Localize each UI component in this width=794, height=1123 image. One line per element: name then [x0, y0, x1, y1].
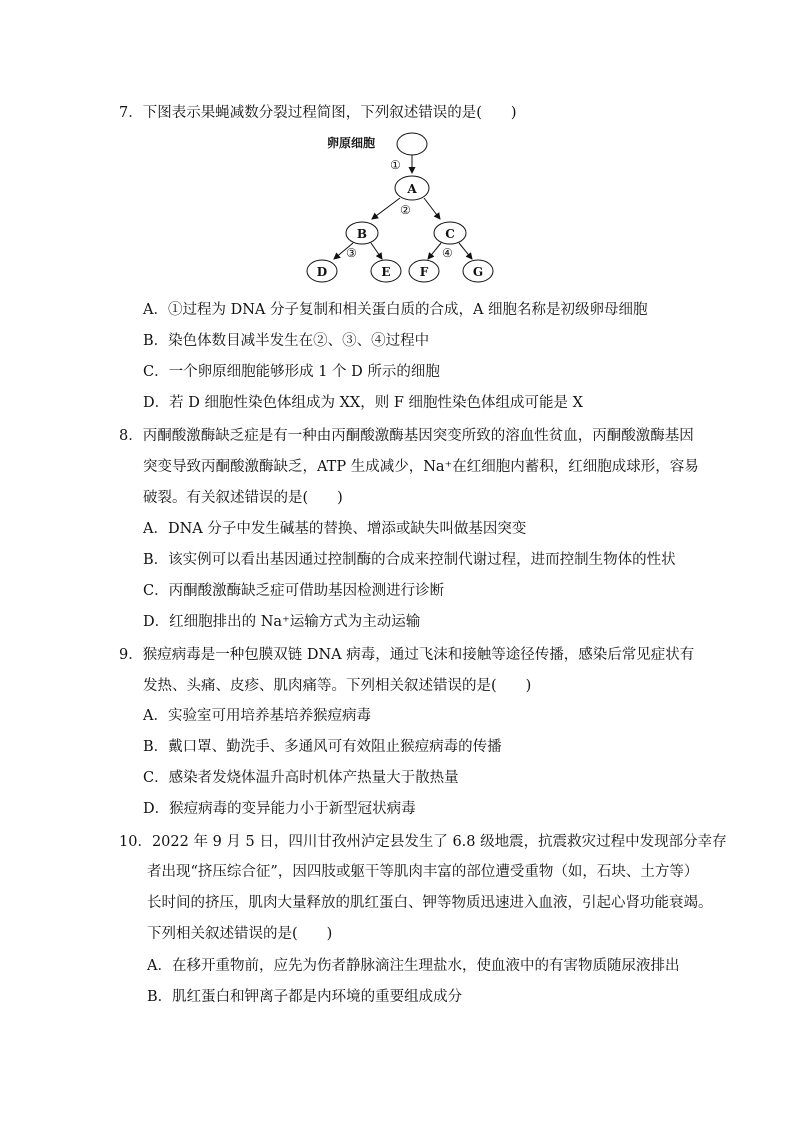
q9-option-b: B．戴口罩、勤洗手、多通风可有效阻止猴痘病毒的传播: [143, 739, 502, 755]
step-3: ③: [346, 246, 357, 260]
question-10-stem-line-4: 下列相关叙述错误的是( ): [147, 926, 333, 942]
oogonium-node: [397, 133, 427, 155]
label-a: A: [407, 182, 417, 196]
question-10-stem-line-3: 长时间的挤压，肌肉大量释放的肌红蛋白、钾等物质迅速进入血液，引起心肾功能衰竭。: [147, 895, 713, 911]
q10-option-b: B．肌红蛋白和钾离子都是内环境的重要组成成分: [147, 989, 463, 1005]
question-7-stem: 7．下图表示果蝇减数分裂过程简图，下列叙述错误的是( ): [119, 105, 517, 121]
q7-option-a: A．①过程为 DNA 分子复制和相关蛋白质的合成，A 细胞名称是初级卵母细胞: [143, 302, 648, 318]
question-8-stem-line-3: 破裂。有关叙述错误的是( ): [143, 490, 343, 506]
label-c: C: [445, 227, 455, 241]
q7-option-c: C．一个卵原细胞能够形成 1 个 D 所示的细胞: [143, 364, 440, 380]
label-g: G: [472, 265, 484, 279]
q7-option-d: D．若 D 细胞性染色体组成为 XX，则 F 细胞性染色体组成可能是 X: [143, 395, 583, 411]
question-10-stem-line-2: 者出现“挤压综合征”，因四肢或躯干等肌肉丰富的部位遭受重物（如，石块、土方等）: [147, 864, 699, 880]
question-9-stem-line-2: 发热、头痛、皮疹、肌肉痛等。下列相关叙述错误的是( ): [143, 678, 532, 694]
label-e: E: [381, 265, 391, 279]
q8-option-c: C．丙酮酸激酶缺乏症可借助基因检测进行诊断: [143, 583, 445, 599]
q9-option-c: C．感染者发烧体温升高时机体产热量大于散热量: [143, 770, 459, 786]
q8-option-d: D．红细胞排出的 Na⁺运输方式为主动运输: [143, 614, 421, 630]
question-8-stem-line-2: 突变导致丙酮酸激酶缺乏，ATP 生成减少，Na⁺在红细胞内蓄积，红细胞成球形，容易: [143, 459, 699, 475]
q7-option-b: B．染色体数目减半发生在②、③、④过程中: [143, 333, 430, 349]
label-b: B: [356, 227, 368, 241]
step-2: ②: [400, 203, 411, 217]
label-f: F: [419, 265, 429, 279]
meiosis-diagram: [300, 128, 500, 288]
oogonium-label: 卵原细胞: [327, 136, 376, 150]
question-10-stem-line-1: 10．2022 年 9 月 5 日，四川甘孜州泸定县发生了 6.8 级地震，抗震救灾过程中发现部分幸存: [119, 834, 727, 850]
q9-option-a: A．实验室可用培养基培养猴痘病毒: [143, 708, 371, 724]
question-9-stem-line-1: 9．猴痘病毒是一种包膜双链 DNA 病毒，通过飞沫和接触等途径传播，感染后常见症状有: [119, 647, 695, 663]
question-8-stem-line-1: 8．丙酮酸激酶缺乏症是有一种由丙酮酸激酶基因突变所致的溶血性贫血，丙酮酸激酶基因: [119, 428, 694, 444]
q9-option-d: D．猴痘病毒的变异能力小于新型冠状病毒: [143, 801, 416, 817]
step-4: ④: [442, 246, 453, 260]
step-1: ①: [390, 158, 401, 172]
q8-option-a: A．DNA 分子中发生碱基的替换、增添或缺失叫做基因突变: [143, 521, 527, 537]
label-d: D: [316, 265, 328, 279]
q10-option-a: A．在移开重物前，应先为伤者静脉滴注生理盐水，使血液中的有害物质随尿液排出: [147, 958, 680, 974]
q8-option-b: B．该实例可以看出基因通过控制酶的合成来控制代谢过程，进而控制生物体的性状: [143, 552, 676, 568]
